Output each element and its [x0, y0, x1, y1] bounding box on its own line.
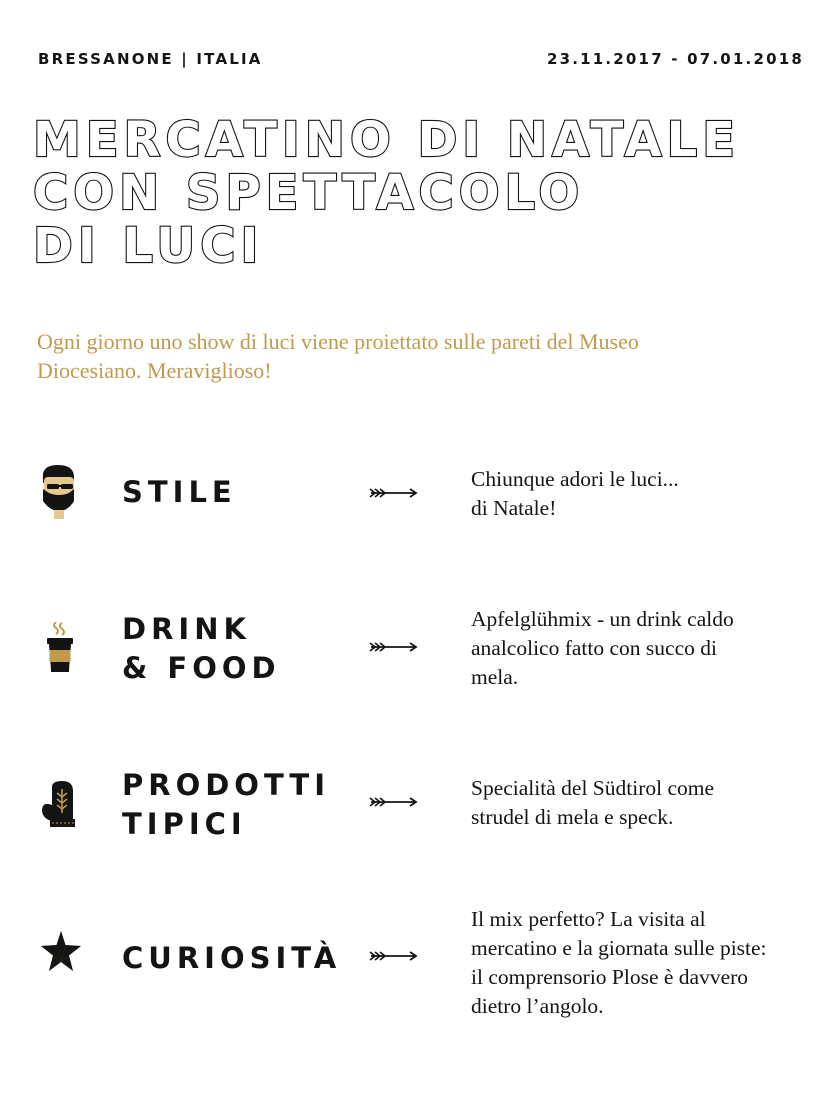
title-line-1: MERCATINO DI NATALE: [33, 112, 740, 168]
star-icon: [38, 929, 84, 989]
row-desc-drink-food: Apfelglühmix - un drink caldo analcolico fatto con succo di mela.: [471, 607, 734, 689]
row-label-curiosita: CURIOSITÀ: [122, 941, 342, 975]
title-line-2: CON SPETTACOLO: [33, 165, 585, 221]
page-title: [33, 114, 823, 273]
date-range: 23.11.2017 - 07.01.2018: [546, 50, 804, 68]
row-label-stile: STILE: [122, 475, 237, 509]
row-desc-curiosita: Il mix perfetto? La visita al mercatino e la giornata sulle piste: il comprensorio Plose è davvero dietro l’angolo.: [471, 907, 767, 1018]
row-label-prodotti-tipici: PRODOTTI TIPICI: [122, 768, 330, 841]
location-label: BRESSANONE | ITALIA: [38, 50, 263, 68]
intro-text: [37, 327, 757, 385]
arrow-icon: [367, 486, 419, 500]
row-desc-prodotti-tipici: Specialità del Südtirol come strudel di mela e speck.: [471, 776, 715, 829]
row-desc-stile: Chiunque adori le luci... di Natale!: [471, 467, 679, 520]
intro-line-1: Ogni giorno uno show di luci viene proiettato sulle pareti del Museo: [37, 329, 639, 354]
arrow-icon: [367, 795, 419, 809]
coffee-cup-icon: [38, 622, 84, 682]
top-bar: [38, 50, 804, 74]
mitten-icon: [38, 779, 84, 839]
title-line-3: DI LUCI: [33, 218, 264, 274]
row-label-drink-food: DRINK & FOOD: [122, 612, 281, 685]
bearded-man-icon: [38, 463, 84, 523]
arrow-icon: [367, 640, 419, 654]
intro-line-2: Diocesiano. Meraviglioso!: [37, 358, 272, 383]
arrow-icon: [367, 949, 419, 963]
